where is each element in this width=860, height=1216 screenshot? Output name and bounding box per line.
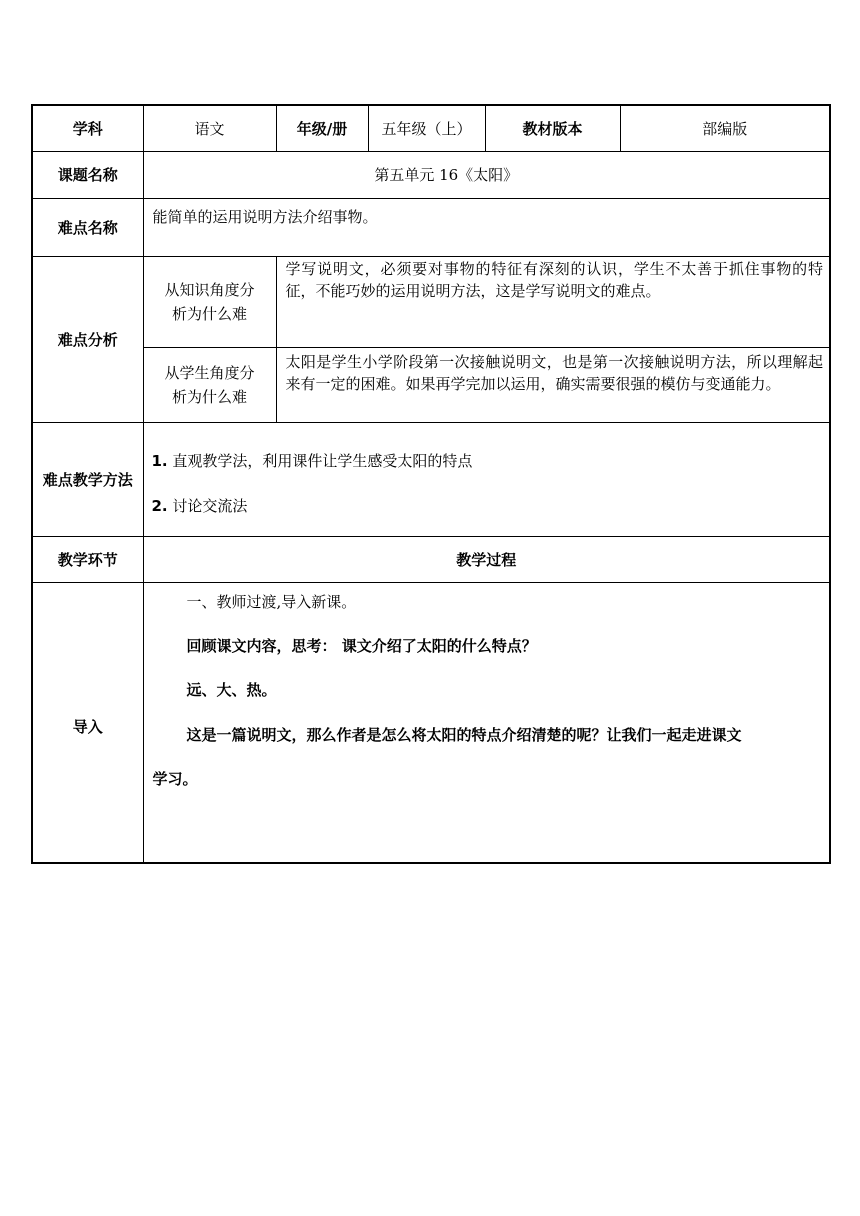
method-text: 讨论交流法 <box>172 496 248 515</box>
edition-value: 部编版 <box>620 105 830 151</box>
methods-label: 难点教学方法 <box>32 422 143 536</box>
analysis-label: 难点分析 <box>32 256 143 422</box>
grade-value: 五年级（上） <box>368 105 485 151</box>
methods-row <box>32 422 830 536</box>
knowledge-analysis-text: 学写说明文，必须要对事物的特征有深刻的认识，学生不太善于抓住事物的特征，不能巧妙的运用说明方法，这是学写说明文的难点。 <box>276 256 830 347</box>
methods-list <box>143 422 830 536</box>
student-angle-label-line1: 从学生角度分 <box>164 363 255 382</box>
method-number: 1. <box>151 451 168 470</box>
intro-line-4 <box>153 720 824 794</box>
subject-label: 学科 <box>32 105 143 151</box>
intro-line-2: 回顾课文内容，思考： 课文介绍了太阳的什么特点？ <box>186 636 537 655</box>
subject-value: 语文 <box>143 105 276 151</box>
difficulty-label: 难点名称 <box>32 198 143 256</box>
difficulty-row <box>32 198 830 256</box>
method-item <box>152 450 830 472</box>
method-number: 2. <box>151 496 168 515</box>
student-angle-label <box>143 347 276 422</box>
method-item <box>152 495 830 517</box>
student-angle-label-line2: 析为什么难 <box>171 387 247 406</box>
knowledge-angle-label-line2: 析为什么难 <box>171 304 247 323</box>
method-text: 直观教学法，利用课件让学生感受太阳的特点 <box>172 451 473 470</box>
lesson-title: 第五单元 16《太阳》 <box>143 151 830 198</box>
intro-stage-label: 导入 <box>32 582 143 863</box>
lesson-row <box>32 151 830 198</box>
intro-line-4-end: 学习。 <box>152 769 198 788</box>
intro-row <box>32 582 830 863</box>
process-header-row <box>32 536 830 582</box>
knowledge-angle-label-line1: 从知识角度分 <box>164 280 255 299</box>
intro-process <box>143 582 830 863</box>
lesson-plan-table <box>31 104 831 864</box>
lesson-label: 课题名称 <box>32 151 143 198</box>
analysis-knowledge-row <box>32 256 830 347</box>
intro-line-1: 一、教师过渡,导入新课。 <box>186 592 357 611</box>
intro-line-4-start: 这是一篇说明文，那么作者是怎么将太阳的特点介绍清楚的呢？让我们一起走进课文 <box>186 725 742 744</box>
header-row <box>32 105 830 151</box>
knowledge-angle-label <box>143 256 276 347</box>
edition-label: 教材版本 <box>485 105 620 151</box>
analysis-student-row <box>32 347 830 422</box>
intro-line-3: 远、大、热。 <box>186 680 277 699</box>
process-column-header: 教学过程 <box>143 536 830 582</box>
stage-column-header: 教学环节 <box>32 536 143 582</box>
student-analysis-text: 太阳是学生小学阶段第一次接触说明文，也是第一次接触说明方法，所以理解起来有一定的困难。如果再学完加以运用，确实需要很强的模仿与变通能力。 <box>276 347 830 422</box>
grade-label: 年级/册 <box>276 105 368 151</box>
difficulty-value: 能简单的运用说明方法介绍事物。 <box>143 198 830 256</box>
